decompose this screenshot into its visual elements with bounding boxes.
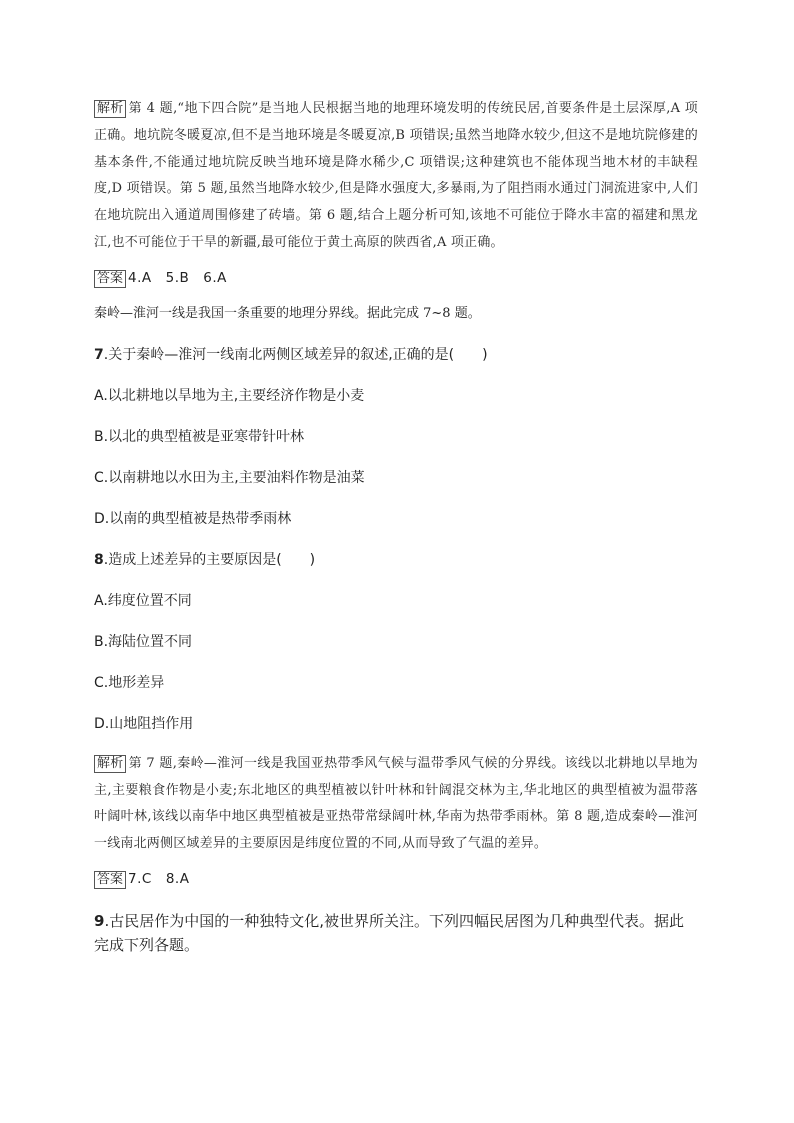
- option-8-a: A.纬度位置不同: [94, 592, 192, 609]
- explanation-tag: 解析: [94, 755, 126, 773]
- explanation-tag: 解析: [94, 100, 126, 118]
- question-9: [94, 909, 698, 957]
- question-group-intro: 秦岭—淮河一线是我国一条重要的地理分界线。据此完成 7~8 题。: [94, 305, 481, 321]
- option-8-b: B.海陆位置不同: [94, 633, 193, 650]
- option-7-c: C.以南耕地以水田为主,主要油料作物是油菜: [94, 469, 365, 486]
- explanation-text: 第 7 题,秦岭—淮河一线是我国亚热带季风气候与温带季风气候的分界线。该线以北耕地以旱地为主,主要粮食作物是小麦;东北地区的典型植被以针叶林和针阔混交林为主,华北地区的典型植被为温带落叶阔叶林,该线以南华中地区典型植被是亚热带常绿阔叶林,华南为热带季雨林。第 8 题,造成秦岭—淮河一线南北两侧区域差异的主要原因是纬度位置的不同,从而导致了气温的差异。: [94, 755, 698, 852]
- question-text: .古民居作为中国的一种独特文化,被世界所关注。下列四幅民居图为几种典型代表。据此完成下列各题。: [94, 911, 684, 954]
- document-page: [94, 96, 698, 957]
- answer-line-4-6: [94, 267, 698, 289]
- option-7-a: A.以北耕地以旱地为主,主要经济作物是小麦: [94, 387, 365, 404]
- explanation-block-7-8: [94, 751, 698, 858]
- answer-tag: 答案: [94, 871, 126, 889]
- question-number: 8: [94, 551, 104, 568]
- question-8: [94, 549, 698, 571]
- answer-tag: 答案: [94, 270, 126, 288]
- question-number: 7: [94, 346, 104, 363]
- question-number: 9: [94, 911, 105, 930]
- option-8-d: D.山地阻挡作用: [94, 715, 194, 732]
- explanation-paragraph: [94, 96, 698, 257]
- question-text: .造成上述差异的主要原因是( ): [103, 551, 316, 568]
- option-7-b: B.以北的典型植被是亚寒带针叶林: [94, 428, 305, 445]
- answer-text: 4.A 5.B 6.A: [128, 269, 227, 286]
- explanation-text: 第 4 题,“地下四合院”是当地人民根据当地的地理环境发明的传统民居,首要条件是土层深厚,A 项正确。地坑院冬暖夏凉,但不是当地环境是冬暖夏凉,B 项错误;虽然当地降水较少,但这不是地坑院修建的基本条件,不能通过地坑院反映当地环境是降水稀少,C 项错误;这种建筑也不能体现当地木材的丰缺程度,D 项错误。第 5 题,虽然当地降水较少,但是降水强度大,多暴雨,为了阻挡雨水通过门洞流进家中,人们在地坑院出入通道周围修建了砖墙。第 6 题,结合上题分析可知,该地不可能位于降水丰富的福建和黑龙江,也不可能位于干旱的新疆,最可能位于黄土高原的陕西省,A 项正确。: [94, 101, 698, 250]
- answer-line-7-8: [94, 868, 698, 890]
- explanation-paragraph: [94, 751, 698, 858]
- answer-text: 7.C 8.A: [128, 870, 190, 887]
- option-8-c: C.地形差异: [94, 674, 165, 691]
- question-7: [94, 344, 698, 366]
- option-7-d: D.以南的典型植被是热带季雨林: [94, 510, 292, 527]
- explanation-block-4-6: [94, 96, 698, 257]
- question-text: .关于秦岭—淮河一线南北两侧区域差异的叙述,正确的是( ): [103, 346, 488, 363]
